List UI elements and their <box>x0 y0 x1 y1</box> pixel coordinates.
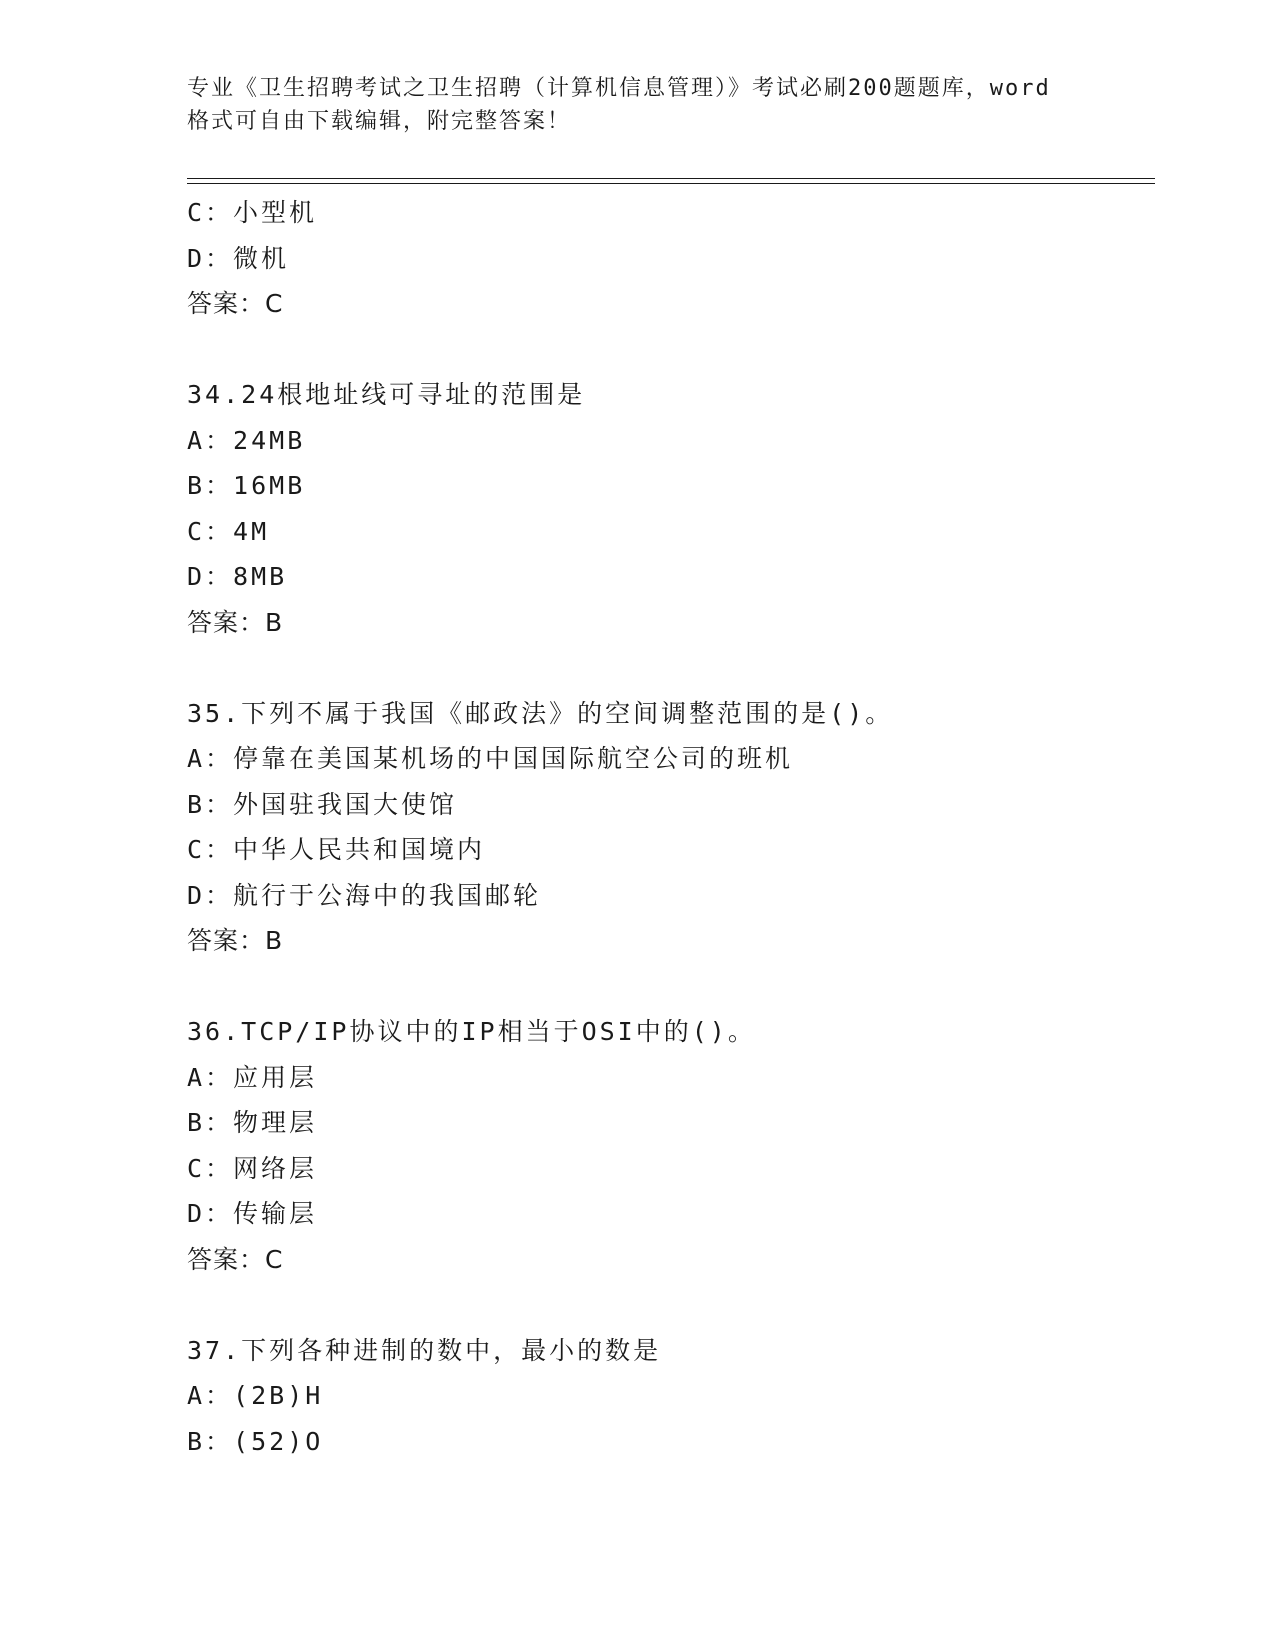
question-block-35 <box>187 691 1155 964</box>
option-c: C：网络层 <box>187 1153 318 1183</box>
document-header <box>187 72 1087 138</box>
header-divider-bottom <box>187 183 1155 184</box>
option-b: B：外国驻我国大使馆 <box>187 789 458 819</box>
question-block-36 <box>187 1009 1155 1282</box>
option-d: D：航行于公海中的我国邮轮 <box>187 880 542 910</box>
spacer <box>187 327 1155 373</box>
question-stem: 34.24根地址线可寻址的范围是 <box>187 380 586 409</box>
question-list <box>187 190 1155 1464</box>
spacer <box>187 1282 1155 1328</box>
question-block-34 <box>187 372 1155 645</box>
option-b: B：物理层 <box>187 1108 318 1137</box>
spacer <box>187 645 1155 691</box>
option-c: C：小型机 <box>187 198 318 227</box>
option-c: C：4M <box>187 516 270 546</box>
answer-line: 答案：B <box>187 607 284 637</box>
question-block-partial <box>187 190 1155 327</box>
header-title-line-2: 格式可自由下载编辑，附完整答案！ <box>187 109 572 134</box>
answer-line: 答案：B <box>187 926 284 955</box>
option-a: A：停靠在美国某机场的中国国际航空公司的班机 <box>187 744 794 773</box>
option-a: A：(2B)H <box>187 1381 324 1410</box>
option-d: D：传输层 <box>187 1199 318 1228</box>
option-a: A：应用层 <box>187 1062 318 1092</box>
option-d: D：微机 <box>187 243 290 273</box>
header-divider-top <box>187 178 1155 179</box>
spacer <box>187 964 1155 1010</box>
question-block-37 <box>187 1328 1155 1465</box>
option-b: B：(52)O <box>187 1426 324 1456</box>
option-b: B：16MB <box>187 471 306 500</box>
option-c: C：中华人民共和国境内 <box>187 835 486 864</box>
header-title-line-1: 专业《卫生招聘考试之卫生招聘（计算机信息管理）》考试必刷200题题库，word <box>187 76 1051 101</box>
question-stem: 36.TCP/IP协议中的IP相当于OSI中的()。 <box>187 1017 756 1046</box>
question-stem: 37.下列各种进制的数中，最小的数是 <box>187 1335 662 1365</box>
option-d: D：8MB <box>187 562 288 591</box>
answer-line: 答案：C <box>187 289 284 318</box>
answer-line: 答案：C <box>187 1244 284 1274</box>
option-a: A：24MB <box>187 425 306 455</box>
question-stem: 35.下列不属于我国《邮政法》的空间调整范围的是()。 <box>187 698 894 728</box>
